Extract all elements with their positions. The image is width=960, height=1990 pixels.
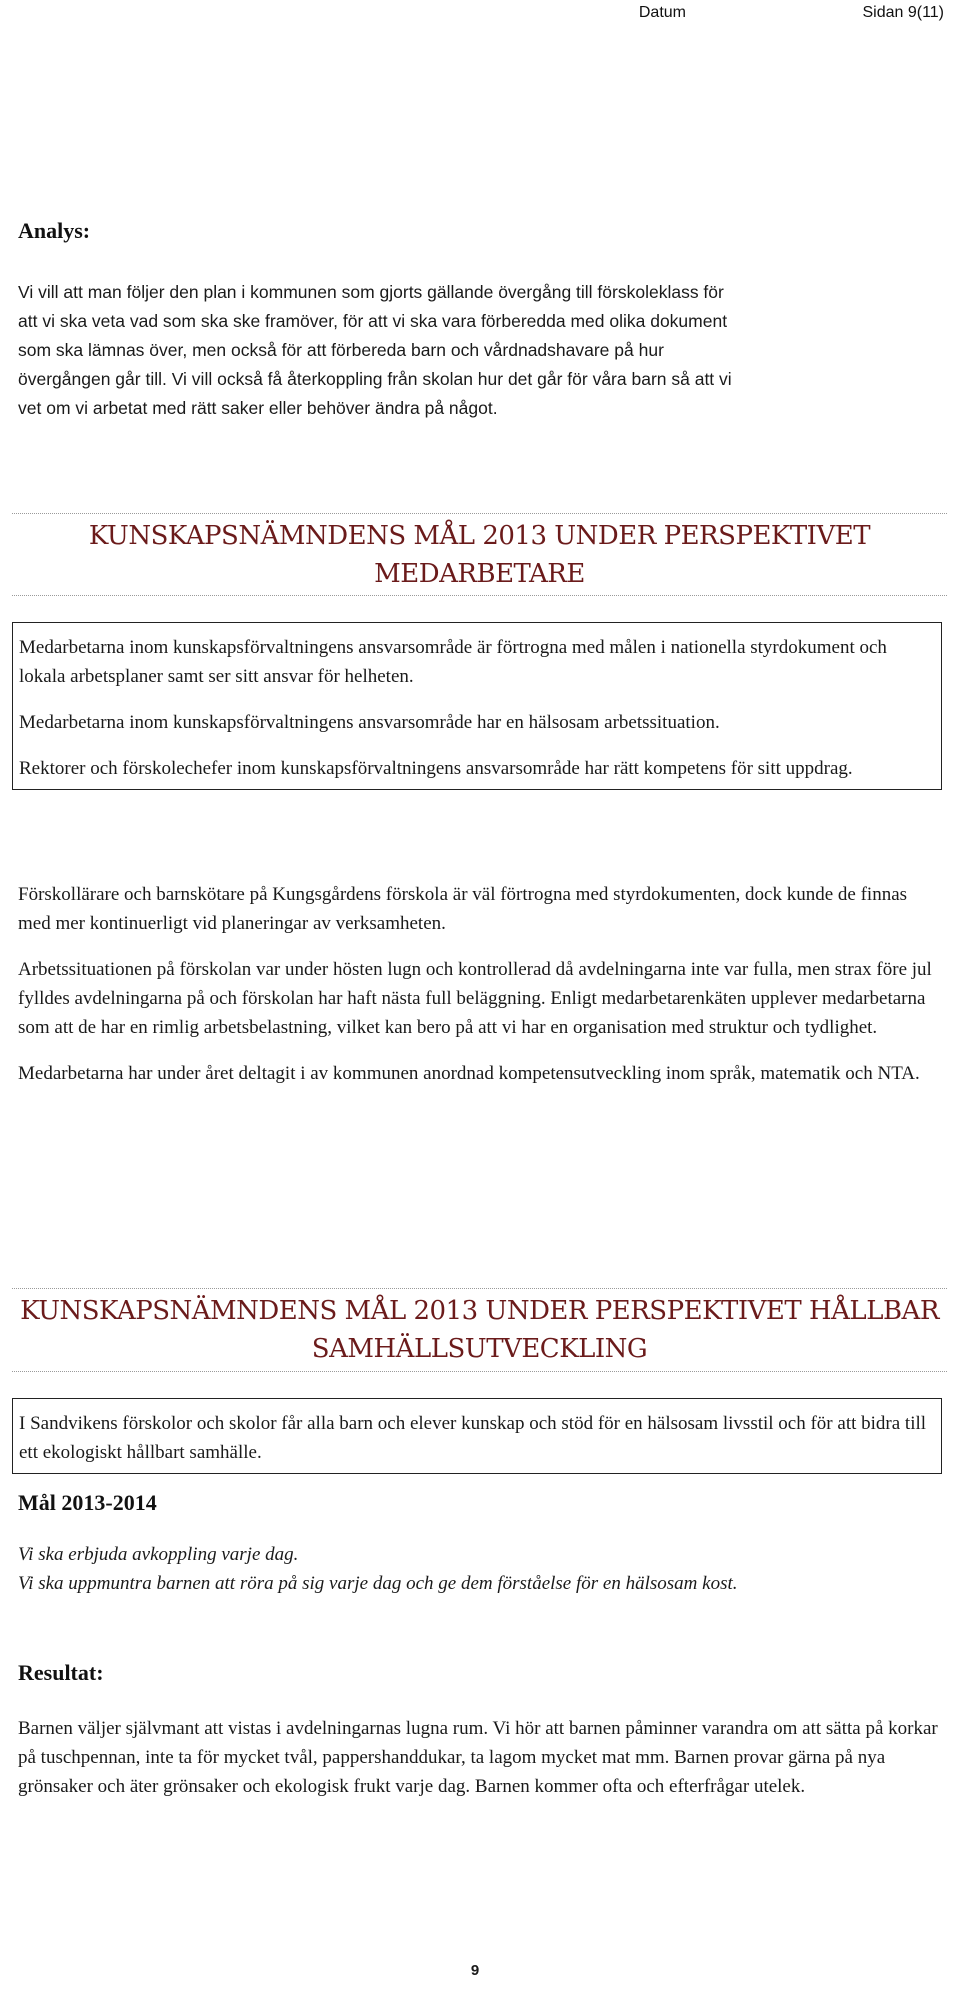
section1-top-rule [12, 513, 947, 514]
section2-goal: I Sandvikens förskolor och skolor får alla barn och elever kunskap och stöd för en hälsosam livsstil och för att bidra till ett ekologiskt hållbart samhälle. [19, 1413, 927, 1463]
section1-goal: Rektorer och förskolechefer inom kunskapsförvaltningens ansvarsområde har rätt kompetens för sitt uppdrag. [19, 758, 853, 779]
section1-paragraph: Förskollärare och barnskötare på Kungsgårdens förskola är väl förtrogna med styrdokumenten, dock kunde de finnas med mer kontinuerligt vid planeringar av verksamheten. [18, 884, 908, 934]
section2-bottom-rule [12, 1371, 947, 1372]
section1-title-line2: MEDARBETARE [374, 559, 585, 589]
header-date: Datum [638, 4, 686, 21]
result-text: Barnen väljer självmant att vistas i avdelningarnas lugna rum. Vi hör att barnen påminner varandra om att sätta på korkar på tuschpennan, inte ta för mycket tvål, pappershanddukar, ta lagom mycket mat mm. Barnen provar gärna på nya grönsaker och äter grönsaker och ekologisk frukt varje dag. Barnen kommer ofta och efterfrågar utelek. [18, 1718, 938, 1797]
section1-goal: Medarbetarna inom kunskapsförvaltningens ansvarsområde är förtrogna med målen i nationella styrdokument och lokala arbetsplaner samt ser sitt ansvar för helheten. [19, 637, 887, 687]
section2-top-rule [12, 1288, 947, 1289]
section1-goal-box [12, 622, 942, 790]
section1-title [12, 517, 947, 593]
goal-heading: Mål 2013-2014 [18, 1490, 157, 1515]
analys-section [18, 218, 943, 423]
goal-item: Vi ska uppmuntra barnen att röra på sig varje dag och ge dem förståelse för en hälsosam kost. [18, 1573, 738, 1594]
section1-title-line1: KUNSKAPSNÄMNDENS MÅL 2013 UNDER PERSPEKTIVET [88, 521, 871, 551]
section2-title [12, 1292, 947, 1368]
page-header [0, 2, 944, 22]
goal-item: Vi ska erbjuda avkoppling varje dag. [18, 1544, 299, 1565]
section2-goals [18, 1490, 943, 1598]
analys-line: Vi vill att man följer den plan i kommunen som gjorts gällande övergång till förskoleklass för [18, 282, 724, 302]
result-heading: Resultat: [18, 1660, 104, 1685]
section1-body [18, 880, 943, 1105]
page-number: 9 [470, 1962, 480, 1979]
analys-line: övergången går till. Vi vill också få återkoppling från skolan hur det går för våra barn så att vi [18, 369, 732, 389]
result-section [18, 1660, 943, 1801]
section1-bottom-rule [12, 595, 947, 596]
goal-list [18, 1540, 943, 1598]
section1-paragraph: Arbetssituationen på förskolan var under hösten lugn och kontrollerad då avdelningarna inte var fulla, men strax före jul fylldes avdelningarna på och förskolan har haft nästa full beläggning. Enligt medarbetarenkäten upplever medarbetarna som att de har en rimlig arbetsbelastning, vilket kan bero på att vi har en organisation med struktur och tydlighet. [18, 959, 932, 1038]
section2-title-line2: SAMHÄLLSUTVECKLING [311, 1334, 648, 1364]
section1-goal: Medarbetarna inom kunskapsförvaltningens ansvarsområde har en hälsosam arbetssituation. [19, 712, 720, 733]
analys-line: att vi ska veta vad som ska ske framöver, för att vi ska vara förberedda med olika dokument [18, 311, 728, 331]
analys-line: vet om vi arbetat med rätt saker eller behöver ändra på något. [18, 398, 498, 418]
section1-paragraph: Medarbetarna har under året deltagit i av kommunen anordnad kompetensutveckling inom språk, matematik och NTA. [18, 1063, 920, 1084]
section2-title-line1: KUNSKAPSNÄMNDENS MÅL 2013 UNDER PERSPEKTIVET HÅLLBAR [20, 1296, 939, 1326]
section2-goal-box [12, 1398, 942, 1474]
analys-line: som ska lämnas över, men också för att förbereda barn och vårdnadshavare på hur [18, 340, 664, 360]
header-page-count: Sidan 9(11) [862, 4, 944, 21]
analys-heading: Analys: [18, 218, 91, 243]
